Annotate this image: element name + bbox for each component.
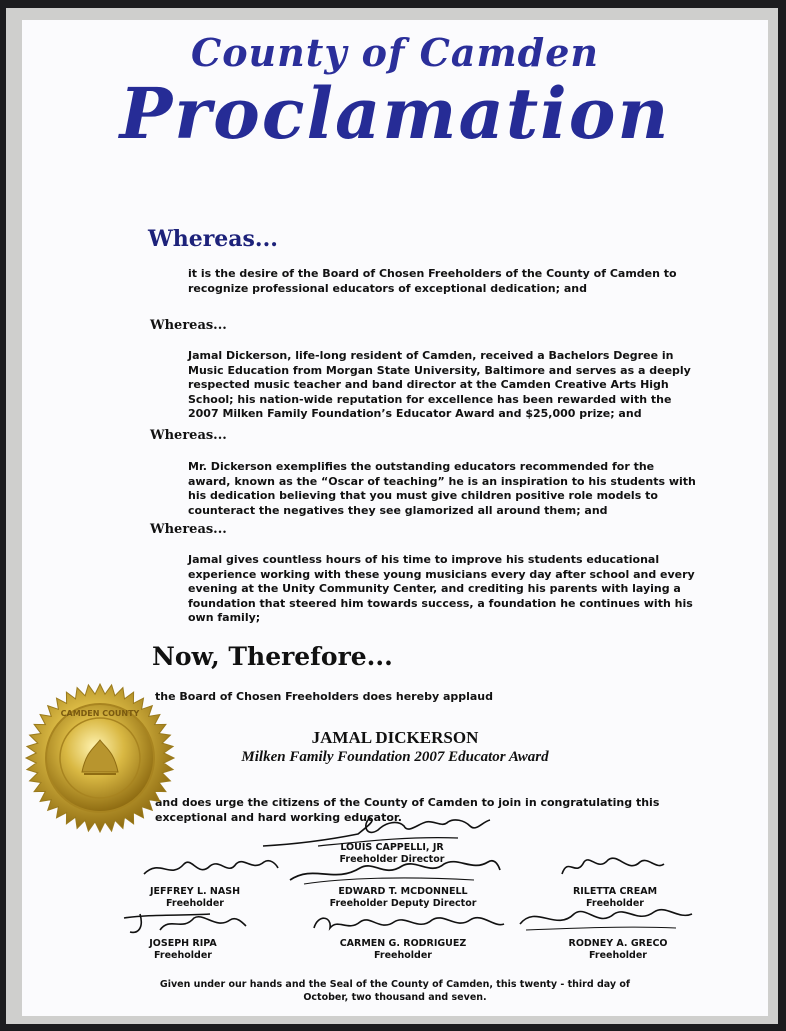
- proclamation-document: [22, 20, 768, 1016]
- footer-line: Given under our hands and the Seal of the County of Camden, this twenty - third day of: [159, 979, 631, 990]
- signatory-ripa: [118, 938, 248, 962]
- signatory-title: Freeholder: [374, 950, 432, 961]
- paragraph-line: School; his nation-wide reputation for excellence has been rewarded with the: [188, 392, 672, 406]
- paragraph-line: it is the desire of the Board of Chosen Freeholders of the County of Camden to: [188, 267, 677, 280]
- paragraph-line: exceptional and hard working educator.: [155, 810, 402, 824]
- paragraph-line: Jamal gives countless hours of his time to improve his students educational: [188, 553, 660, 566]
- whereas-heading-1: Whereas...: [148, 226, 278, 252]
- paragraph-line: respected music teacher and band director at the Camden Creative Arts High: [188, 378, 669, 391]
- signature-cream: [558, 850, 668, 882]
- footer-text: [22, 978, 768, 1004]
- paragraph-line: and does urge the citizens of the County of Camden to join in congratulating this: [155, 796, 660, 809]
- county-seal: [24, 682, 176, 834]
- paragraph-line: evening at the Unity Community Center, and crediting his parents with laying a: [188, 582, 681, 595]
- signatory-greco: [548, 938, 688, 962]
- paragraph-line: foundation that steered him towards success, a foundation he continues with his: [188, 596, 693, 610]
- signatory-title: Freeholder Director: [339, 854, 445, 865]
- paragraph-line: own family;: [188, 611, 261, 624]
- signatory-name: CARMEN G. RODRIGUEZ: [339, 938, 467, 949]
- signatory-name: JEFFREY L. NASH: [149, 886, 241, 897]
- paragraph-line: counteract the negatives they see glamorized all around them; and: [188, 503, 608, 517]
- signatory-title: Freeholder: [589, 950, 647, 961]
- paragraph-line: Mr. Dickerson exemplifies the outstanding educators recommended for the: [188, 460, 655, 473]
- proclamation-title: Proclamation: [119, 72, 671, 155]
- paragraph-line: experience working with these young musicians every day after school and every: [188, 567, 695, 581]
- whereas-heading-3: Whereas...: [150, 428, 227, 443]
- signatory-title: Freeholder Deputy Director: [329, 898, 477, 909]
- whereas-paragraph-3: [188, 460, 696, 518]
- applaud-line: the Board of Chosen Freeholders does hereby applaud: [155, 690, 494, 703]
- now-therefore-heading: Now, Therefore...: [152, 642, 393, 671]
- signatory-title: Freeholder: [586, 898, 644, 909]
- signatory-mcdonnell: [308, 886, 498, 910]
- seal-text: CAMDEN COUNTY: [60, 709, 140, 718]
- signatory-cream: [550, 886, 680, 910]
- whereas-heading-4: Whereas...: [150, 522, 227, 537]
- signatory-name: EDWARD T. MCDONNELL: [338, 886, 468, 897]
- signatory-rodriguez: [318, 938, 488, 962]
- paragraph-line: 2007 Milken Family Foundation’s Educator Award and $25,000 prize; and: [188, 407, 642, 420]
- paragraph-line: his dedication believing that you must give children positive role models to: [188, 489, 658, 502]
- whereas-paragraph-4: [188, 553, 695, 626]
- signatory-name: RODNEY A. GRECO: [568, 938, 668, 949]
- whereas-heading-2: Whereas...: [150, 318, 227, 333]
- signature-ripa: [120, 908, 250, 938]
- whereas-paragraph-2: [188, 349, 691, 422]
- signatory-cappelli: [312, 842, 472, 866]
- paragraph-line: Music Education from Morgan State University, Baltimore and serves as a deeply: [188, 363, 691, 377]
- paragraph-line: award, known as the “Oscar of teaching” he is an inspiration to his students with: [188, 474, 696, 488]
- footer-line: October, two thousand and seven.: [303, 992, 487, 1003]
- signatory-nash: [130, 886, 260, 910]
- honoree-name: JAMAL DICKERSON: [311, 728, 479, 747]
- paragraph-line: Jamal Dickerson, life-long resident of Camden, received a Bachelors Degree in: [188, 349, 674, 362]
- signatory-name: JOSEPH RIPA: [149, 938, 217, 949]
- signature-nash: [140, 854, 280, 884]
- signatory-title: Freeholder: [166, 898, 224, 909]
- signatory-name: LOUIS CAPPELLI, JR: [340, 842, 444, 853]
- award-name: Milken Family Foundation 2007 Educator Award: [241, 749, 549, 765]
- signature-rodriguez: [308, 908, 508, 942]
- county-heading: County of Camden: [190, 30, 600, 75]
- whereas-paragraph-1: [188, 267, 677, 296]
- signatory-name: RILETTA CREAM: [572, 886, 658, 897]
- signatory-title: Freeholder: [154, 950, 212, 961]
- paragraph-line: recognize professional educators of exceptional dedication; and: [188, 281, 587, 295]
